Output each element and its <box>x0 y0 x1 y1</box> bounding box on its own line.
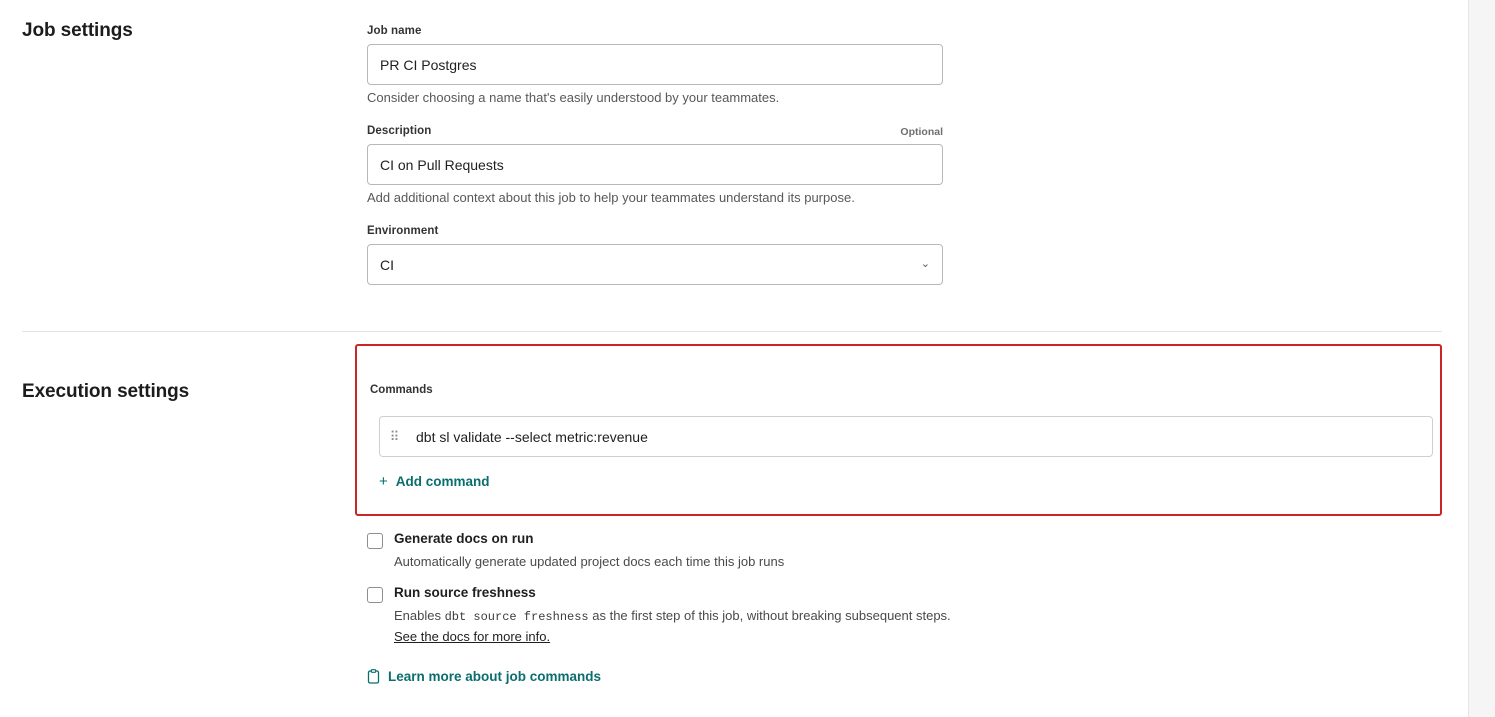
source-freshness-docs-link[interactable]: See the docs for more info. <box>394 629 551 644</box>
right-gutter <box>1468 0 1495 717</box>
freshness-desc-prefix: Enables <box>394 608 445 623</box>
generate-docs-description: Automatically generate updated project docs each time this job runs <box>394 554 785 569</box>
section-divider <box>22 331 1442 332</box>
execution-settings-heading: Execution settings <box>22 381 190 402</box>
source-freshness-checkbox[interactable] <box>367 587 383 603</box>
environment-select[interactable] <box>367 244 943 285</box>
job-name-input[interactable] <box>367 44 943 85</box>
commands-label: Commands <box>370 384 433 396</box>
plus-icon: + <box>379 473 388 490</box>
description-help: Add additional context about this job to help your teammates understand its purpose. <box>367 190 855 205</box>
job-name-label: Job name <box>367 25 422 37</box>
command-row[interactable] <box>379 416 1433 457</box>
learn-more-job-commands-link[interactable] <box>367 669 601 684</box>
command-input-text[interactable]: dbt sl validate --select metric:revenue <box>416 428 648 445</box>
clipboard-icon <box>367 669 380 684</box>
environment-selected-value: CI <box>380 256 394 273</box>
add-command-label: Add command <box>395 474 490 489</box>
job-name-help: Consider choosing a name that's easily understood by your teammates. <box>367 90 780 105</box>
environment-label: Environment <box>367 225 439 237</box>
generate-docs-checkbox[interactable] <box>367 533 383 549</box>
description-optional-tag: Optional <box>900 126 943 138</box>
description-label: Description <box>367 125 432 137</box>
learn-more-label: Learn more about job commands <box>388 669 602 684</box>
freshness-desc-middle: as the first step of this job, without breaking subsequent steps. <box>588 608 951 623</box>
drag-handle-icon[interactable]: ⠿ <box>389 428 399 444</box>
description-input[interactable] <box>367 144 943 185</box>
add-command-button[interactable] <box>379 474 490 489</box>
source-freshness-description <box>394 606 954 647</box>
source-freshness-title: Run source freshness <box>394 585 536 600</box>
commands-panel <box>355 344 1442 516</box>
generate-docs-title: Generate docs on run <box>394 531 534 546</box>
job-settings-heading: Job settings <box>22 20 133 41</box>
freshness-desc-code: dbt source freshness <box>444 610 589 624</box>
chevron-down-icon: ⌄ <box>920 258 930 270</box>
